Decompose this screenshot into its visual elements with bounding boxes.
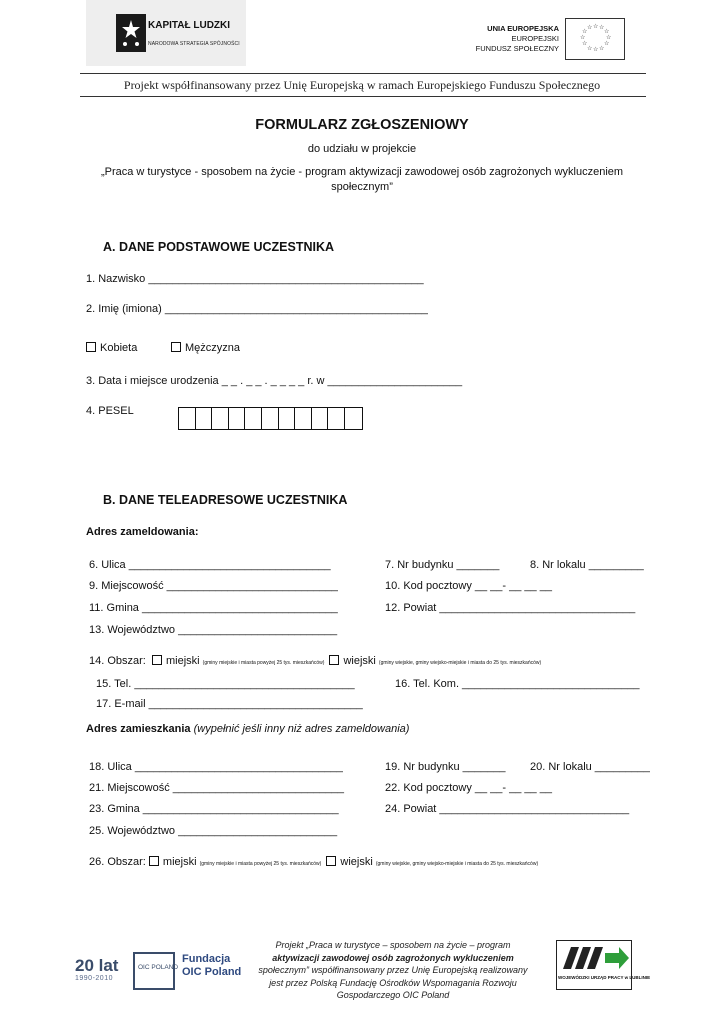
phone-field[interactable]: 15. Tel. ____________________________________ xyxy=(96,678,355,690)
eu-line-2: EUROPEJSKI xyxy=(511,34,559,43)
pesel-digit-box[interactable] xyxy=(245,408,262,429)
svg-text:☆: ☆ xyxy=(593,23,599,30)
svg-text:☆: ☆ xyxy=(604,28,610,35)
pesel-digit-box[interactable] xyxy=(345,408,362,429)
fundacja-label: Fundacja xyxy=(182,953,231,965)
footer-line-1: Projekt „Praca w turystyce – sposobem na życie – program xyxy=(275,940,511,950)
gender-female-option[interactable] xyxy=(86,342,137,354)
footer-line-3: społecznym” współfinansowany przez Unię Europejską realizowany xyxy=(258,965,528,975)
wup-lublin-label: WOJEWÓDZKI URZĄD PRACY w LUBLINIE xyxy=(558,975,651,980)
res-area-label: 26. Obszar: xyxy=(89,856,146,868)
anniversary-dates: 1990-2010 xyxy=(75,975,113,982)
residence-address-note: (wypełnić jeśli inny niż adres zameldowania) xyxy=(193,723,410,735)
section-a-heading: A. DANE PODSTAWOWE UCZESTNIKA xyxy=(103,240,335,254)
residence-address-label: Adres zamieszkania xyxy=(86,723,191,735)
kapital-ludzki-title: KAPITAŁ LUDZKI xyxy=(148,20,231,31)
male-label: Mężczyzna xyxy=(185,342,241,354)
first-name-field[interactable]: 2. Imię (imiona) ___________________________________________ xyxy=(86,303,428,315)
street-field[interactable]: 6. Ulica _________________________________ xyxy=(89,559,331,571)
pesel-digit-box[interactable] xyxy=(312,408,329,429)
county-field[interactable]: 12. Powiat ________________________________ xyxy=(385,602,636,614)
pesel-digit-box[interactable] xyxy=(328,408,345,429)
building-number-field[interactable]: 7. Nr budynku _______ xyxy=(385,559,500,571)
res-rural-note: (gminy wiejskie, gminy wiejsko-miejskie i miasta do 25 tys. mieszkańców) xyxy=(375,861,539,867)
female-checkbox[interactable] xyxy=(86,342,96,352)
svg-text:☆: ☆ xyxy=(599,45,605,52)
anniversary-logo-text: 20 lat xyxy=(75,956,119,975)
city-field[interactable]: 9. Miejscowość ____________________________ xyxy=(89,580,338,592)
res-street-field[interactable]: 18. Ulica __________________________________ xyxy=(89,761,343,773)
pesel-digit-box[interactable] xyxy=(212,408,229,429)
pesel-digit-box[interactable] xyxy=(196,408,213,429)
kapital-ludzki-subtitle: NARODOWA STRATEGIA SPÓJNOŚCI xyxy=(148,41,240,47)
res-county-field[interactable]: 24. Powiat _______________________________ xyxy=(385,803,630,815)
res-city-field[interactable]: 21. Miejscowość ____________________________ xyxy=(89,782,345,794)
svg-text:☆: ☆ xyxy=(587,24,593,31)
pesel-digit-box[interactable] xyxy=(229,408,246,429)
res-rural-label: wiejski xyxy=(340,856,373,868)
svg-text:☆: ☆ xyxy=(604,40,610,47)
urban-note: (gminy miejskie i miasta powyżej 25 tys. mieszkańców) xyxy=(202,660,325,666)
oic-poland-label: OIC Poland xyxy=(182,966,242,978)
rural-label: wiejski xyxy=(343,655,376,667)
eu-flag-icon xyxy=(565,18,625,60)
svg-text:☆: ☆ xyxy=(582,40,588,47)
rural-checkbox[interactable] xyxy=(329,655,339,665)
project-name-line-1: „Praca w turystyce - sposobem na życie - program aktywizacji zawodowej osób zagrożonych wykluczeniem xyxy=(100,166,624,178)
pesel-digit-box[interactable] xyxy=(279,408,296,429)
kapital-ludzki-star-icon xyxy=(116,14,146,52)
urban-label: miejski xyxy=(165,655,200,667)
pesel-digit-box[interactable] xyxy=(179,408,196,429)
pesel-input-boxes[interactable] xyxy=(178,407,363,430)
wup-lublin-logo xyxy=(556,940,651,990)
pesel-digit-box[interactable] xyxy=(295,408,312,429)
project-name-line-2: społecznym” xyxy=(331,181,393,193)
form-title: FORMULARZ ZGŁOSZENIOWY xyxy=(255,117,469,133)
oic-logo-text: OIC POLAND xyxy=(138,964,179,971)
res-apartment-number-field[interactable]: 20. Nr lokalu _________ xyxy=(530,761,650,773)
res-commune-field[interactable]: 23. Gmina ________________________________ xyxy=(89,803,339,815)
pesel-digit-box[interactable] xyxy=(262,408,279,429)
svg-text:☆: ☆ xyxy=(606,34,612,41)
footer-line-5: Gospodarczego OIC Poland xyxy=(336,990,450,1000)
svg-text:☆: ☆ xyxy=(582,28,588,35)
svg-text:☆: ☆ xyxy=(599,24,605,31)
footer-line-4: jest przez Polską Fundację Ośrodków Wspomagania Rozwoju xyxy=(269,977,517,988)
voivodeship-field[interactable]: 13. Województwo __________________________ xyxy=(89,624,338,636)
res-building-number-field[interactable]: 19. Nr budynku _______ xyxy=(385,761,506,773)
res-postal-code-field[interactable]: 22. Kod pocztowy __ __- __ __ __ xyxy=(385,782,552,794)
birth-date-place-field[interactable]: 3. Data i miejsce urodzenia _ _ . _ _ . _ _ _ _ r. w ______________________ xyxy=(86,375,463,387)
urban-checkbox[interactable] xyxy=(152,655,162,665)
res-area-row xyxy=(89,856,538,868)
mobile-field[interactable]: 16. Tel. Kom. _____________________________ xyxy=(395,678,640,690)
footer-project-note xyxy=(228,939,558,1002)
surname-field[interactable]: 1. Nazwisko _____________________________________________ xyxy=(86,273,424,285)
form-subtitle: do udziału w projekcie xyxy=(307,143,417,155)
kapital-ludzki-logo xyxy=(86,0,246,66)
residence-address-heading xyxy=(86,723,409,735)
res-urban-note: (gminy miejskie i miasta powyżej 25 tys. mieszkańców) xyxy=(199,861,322,867)
pesel-label: 4. PESEL xyxy=(86,405,134,417)
postal-code-field[interactable]: 10. Kod pocztowy __ __- __ __ __ xyxy=(385,580,552,592)
oic-poland-logo xyxy=(133,952,175,990)
res-rural-checkbox[interactable] xyxy=(326,856,336,866)
area-label: 14. Obszar: xyxy=(89,655,146,667)
email-field[interactable]: 17. E-mail ___________________________________ xyxy=(96,698,363,710)
registered-address-label: Adres zameldowania: xyxy=(86,526,199,538)
apartment-number-field[interactable]: 8. Nr lokalu _________ xyxy=(530,559,644,571)
area-row xyxy=(89,655,541,667)
header-rule-bottom xyxy=(80,96,646,97)
res-urban-checkbox[interactable] xyxy=(149,856,159,866)
svg-text:☆: ☆ xyxy=(580,34,586,41)
rural-note: (gminy wiejskie, gminy wiejsko-miejskie i miasta do 25 tys. mieszkańców) xyxy=(378,660,542,666)
res-voivodeship-field[interactable]: 25. Województwo __________________________ xyxy=(89,825,338,837)
female-label: Kobieta xyxy=(100,342,138,354)
male-checkbox[interactable] xyxy=(171,342,181,352)
commune-field[interactable]: 11. Gmina ________________________________ xyxy=(89,602,338,614)
section-b-heading: B. DANE TELEADRESOWE UCZESTNIKA xyxy=(103,493,348,507)
res-urban-label: miejski xyxy=(162,856,197,868)
eu-text-block xyxy=(476,24,559,54)
svg-text:☆: ☆ xyxy=(593,46,599,53)
svg-text:☆: ☆ xyxy=(587,45,593,52)
eu-line-3: FUNDUSZ SPOŁECZNY xyxy=(475,44,559,53)
footer-line-2: aktywizacji zawodowej osób zagrożonych wykluczeniem xyxy=(272,952,514,963)
cofinance-line: Projekt współfinansowany przez Unię Europejską w ramach Europejskiego Funduszu Społecznego xyxy=(123,78,601,92)
header-rule-top xyxy=(80,73,646,74)
gender-male-option[interactable] xyxy=(171,342,240,354)
eu-title: UNIA EUROPEJSKA xyxy=(487,24,559,33)
